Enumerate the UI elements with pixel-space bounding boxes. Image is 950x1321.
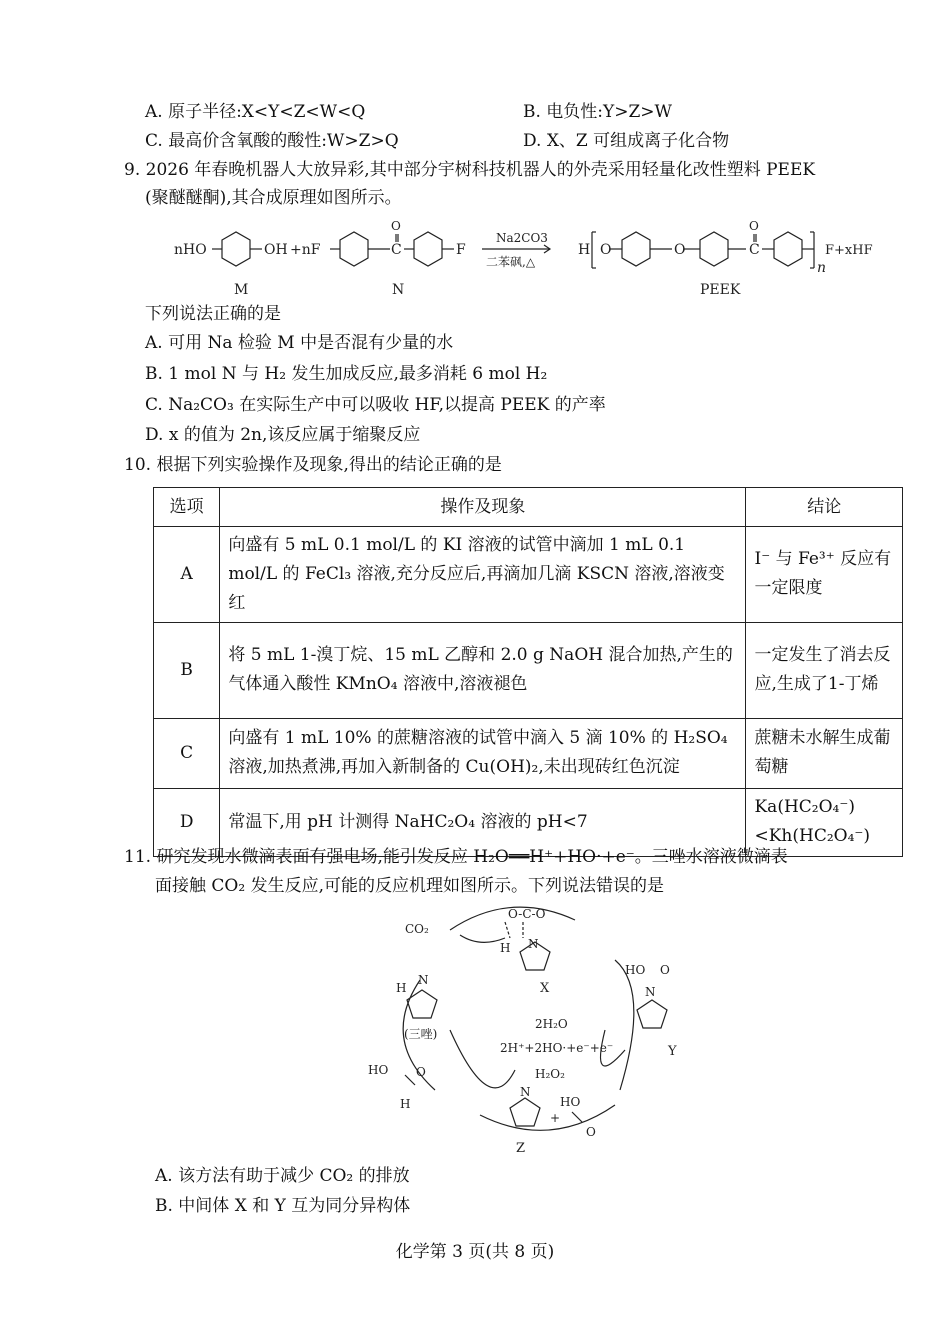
- n-carbonyl-c: C: [391, 242, 402, 258]
- m-oh-label: OH: [264, 242, 288, 258]
- q11-stem-line1: 11. 研究发现水微滴表面有强电场,能引发反应 H₂O══H⁺+HO·+e⁻。三唑水溶液微滴表: [124, 847, 788, 867]
- q9-option-b: B. 1 mol N 与 H₂ 发生加成反应,最多消耗 6 mol H₂: [145, 364, 548, 384]
- row-operation: 将 5 mL 1-溴丁烷、15 mL 乙醇和 2.0 g NaOH 混合加热,产生的气体通入酸性 KMnO₄ 溶液中,溶液褪色: [220, 622, 746, 718]
- y-ho-label: HO: [625, 963, 646, 977]
- row-operation: 向盛有 5 mL 0.1 mol/L 的 KI 溶液的试管中滴加 1 mL 0.1 mol/L 的 FeCl₃ 溶液,充分反应后,再滴加几滴 KSCN 溶液,溶液变红: [220, 527, 746, 623]
- experiment-table: [153, 487, 903, 857]
- header-operation: 操作及现象: [220, 488, 746, 527]
- q11-option-a: A. 该方法有助于减少 CO₂ 的排放: [155, 1166, 410, 1186]
- z-plus-label: +: [550, 1111, 561, 1125]
- label-x: X: [540, 981, 550, 996]
- x-n-label: N: [528, 937, 539, 951]
- peek-tail-label: F+xHF: [825, 243, 873, 258]
- q9-stem-line1: 9. 2026 年春晚机器人大放异彩,其中部分宇树科技机器人的外壳采用轻量化改性塑料 PEEK: [124, 160, 816, 180]
- triazole-n-label: N: [418, 973, 429, 987]
- label-peek: PEEK: [700, 282, 741, 298]
- q8-option-d: D. X、Z 可组成离子化合物: [523, 131, 730, 151]
- table-row: [154, 527, 903, 623]
- label-y: Y: [668, 1044, 677, 1059]
- table-row: [154, 622, 903, 718]
- table-row: [154, 718, 903, 788]
- row-operation: 向盛有 1 mL 10% 的蔗糖溶液的试管中滴入 5 滴 10% 的 H₂SO₄ 溶液,加热煮沸,再加入新制备的 Cu(OH)₂,未出现砖红色沉淀: [220, 718, 746, 788]
- row-option: C: [154, 718, 220, 788]
- q8-option-b: B. 电负性:Y>Z>W: [523, 102, 673, 122]
- q9-stem-line2: (聚醚醚酮),其合成原理如图所示。: [145, 188, 402, 208]
- q8-option-c: C. 最高价含氧酸的酸性:W>Z>Q: [145, 131, 399, 151]
- formic-h-label: H: [400, 1097, 411, 1111]
- q9-option-a: A. 可用 Na 检验 M 中是否混有少量的水: [145, 333, 454, 353]
- triazole-name: (三唑): [404, 1027, 438, 1041]
- row-option: D: [154, 788, 220, 856]
- x-h-label: H: [500, 941, 511, 955]
- n-coefficient-label: +nF: [290, 242, 321, 258]
- q9-option-c: C. Na₂CO₃ 在实际生产中可以吸收 HF,以提高 PEEK 的产率: [145, 395, 606, 415]
- h2o2-label: H₂O₂: [535, 1067, 565, 1081]
- table-header-row: [154, 488, 903, 527]
- q8-option-a: A. 原子半径:X<Y<Z<W<Q: [145, 102, 366, 122]
- q11-stem-line2: 面接触 CO₂ 发生反应,可能的反应机理如图所示。下列说法错误的是: [155, 876, 664, 896]
- q9-option-d: D. x 的值为 2n,该反应属于缩聚反应: [145, 425, 421, 445]
- q11-option-b: B. 中间体 X 和 Y 互为同分异构体: [155, 1196, 411, 1216]
- label-m: M: [234, 282, 249, 298]
- z-o-label: O: [586, 1125, 596, 1139]
- row-conclusion: I⁻ 与 Fe³⁺ 反应有一定限度: [746, 527, 903, 623]
- n-f-label: F: [456, 242, 466, 258]
- formic-ho-label: HO: [368, 1063, 389, 1077]
- row-option: B: [154, 622, 220, 718]
- water-label: 2H₂O: [535, 1017, 568, 1031]
- header-option: 选项: [154, 488, 220, 527]
- triazole-h-label: H: [396, 981, 407, 995]
- row-conclusion: 一定发生了消去反应,生成了1-丁烯: [746, 622, 903, 718]
- row-option: A: [154, 527, 220, 623]
- row-conclusion: 蔗糖未水解生成葡萄糖: [746, 718, 903, 788]
- peek-ether-o1: O: [600, 242, 612, 258]
- y-o-label: O: [660, 963, 670, 977]
- label-n: N: [392, 282, 405, 298]
- co2-label: CO₂: [405, 922, 429, 936]
- q9-prompt: 下列说法正确的是: [145, 304, 281, 324]
- peek-h-label: H: [578, 242, 591, 258]
- condition-top: Na2CO3: [496, 231, 548, 245]
- label-z: Z: [516, 1141, 526, 1156]
- peek-synthesis-scheme: [160, 210, 880, 302]
- peek-carbonyl-c: C: [749, 242, 760, 258]
- center-label: 2H⁺+2HO·+e⁻+e⁻: [500, 1041, 614, 1055]
- q10-stem: 10. 根据下列实验操作及现象,得出的结论正确的是: [124, 455, 502, 475]
- header-conclusion: 结论: [746, 488, 903, 527]
- peek-carbonyl-o: O: [749, 219, 759, 233]
- page-footer: 化学第 3 页(共 8 页): [395, 1242, 555, 1262]
- peek-ether-o2: O: [674, 242, 686, 258]
- y-n-label: N: [645, 985, 656, 999]
- n-carbonyl-o: O: [391, 219, 401, 233]
- condition-bottom: 二苯砜,△: [486, 255, 536, 269]
- row-conclusion: Ka(HC₂O₄⁻)<Kh(HC₂O₄⁻): [746, 788, 903, 856]
- table-row: [154, 788, 903, 856]
- z-n-label: N: [520, 1085, 531, 1099]
- x-oco-label: O-C-O: [508, 907, 546, 921]
- z-ho-label: HO: [560, 1095, 581, 1109]
- row-operation: 常温下,用 pH 计测得 NaHC₂O₄ 溶液的 pH<7: [220, 788, 746, 856]
- peek-n-subscript: n: [817, 260, 827, 276]
- formic-o-label: O: [416, 1065, 426, 1079]
- m-reactant-label: nHO: [174, 242, 207, 258]
- reaction-mechanism-diagram: [360, 900, 700, 1158]
